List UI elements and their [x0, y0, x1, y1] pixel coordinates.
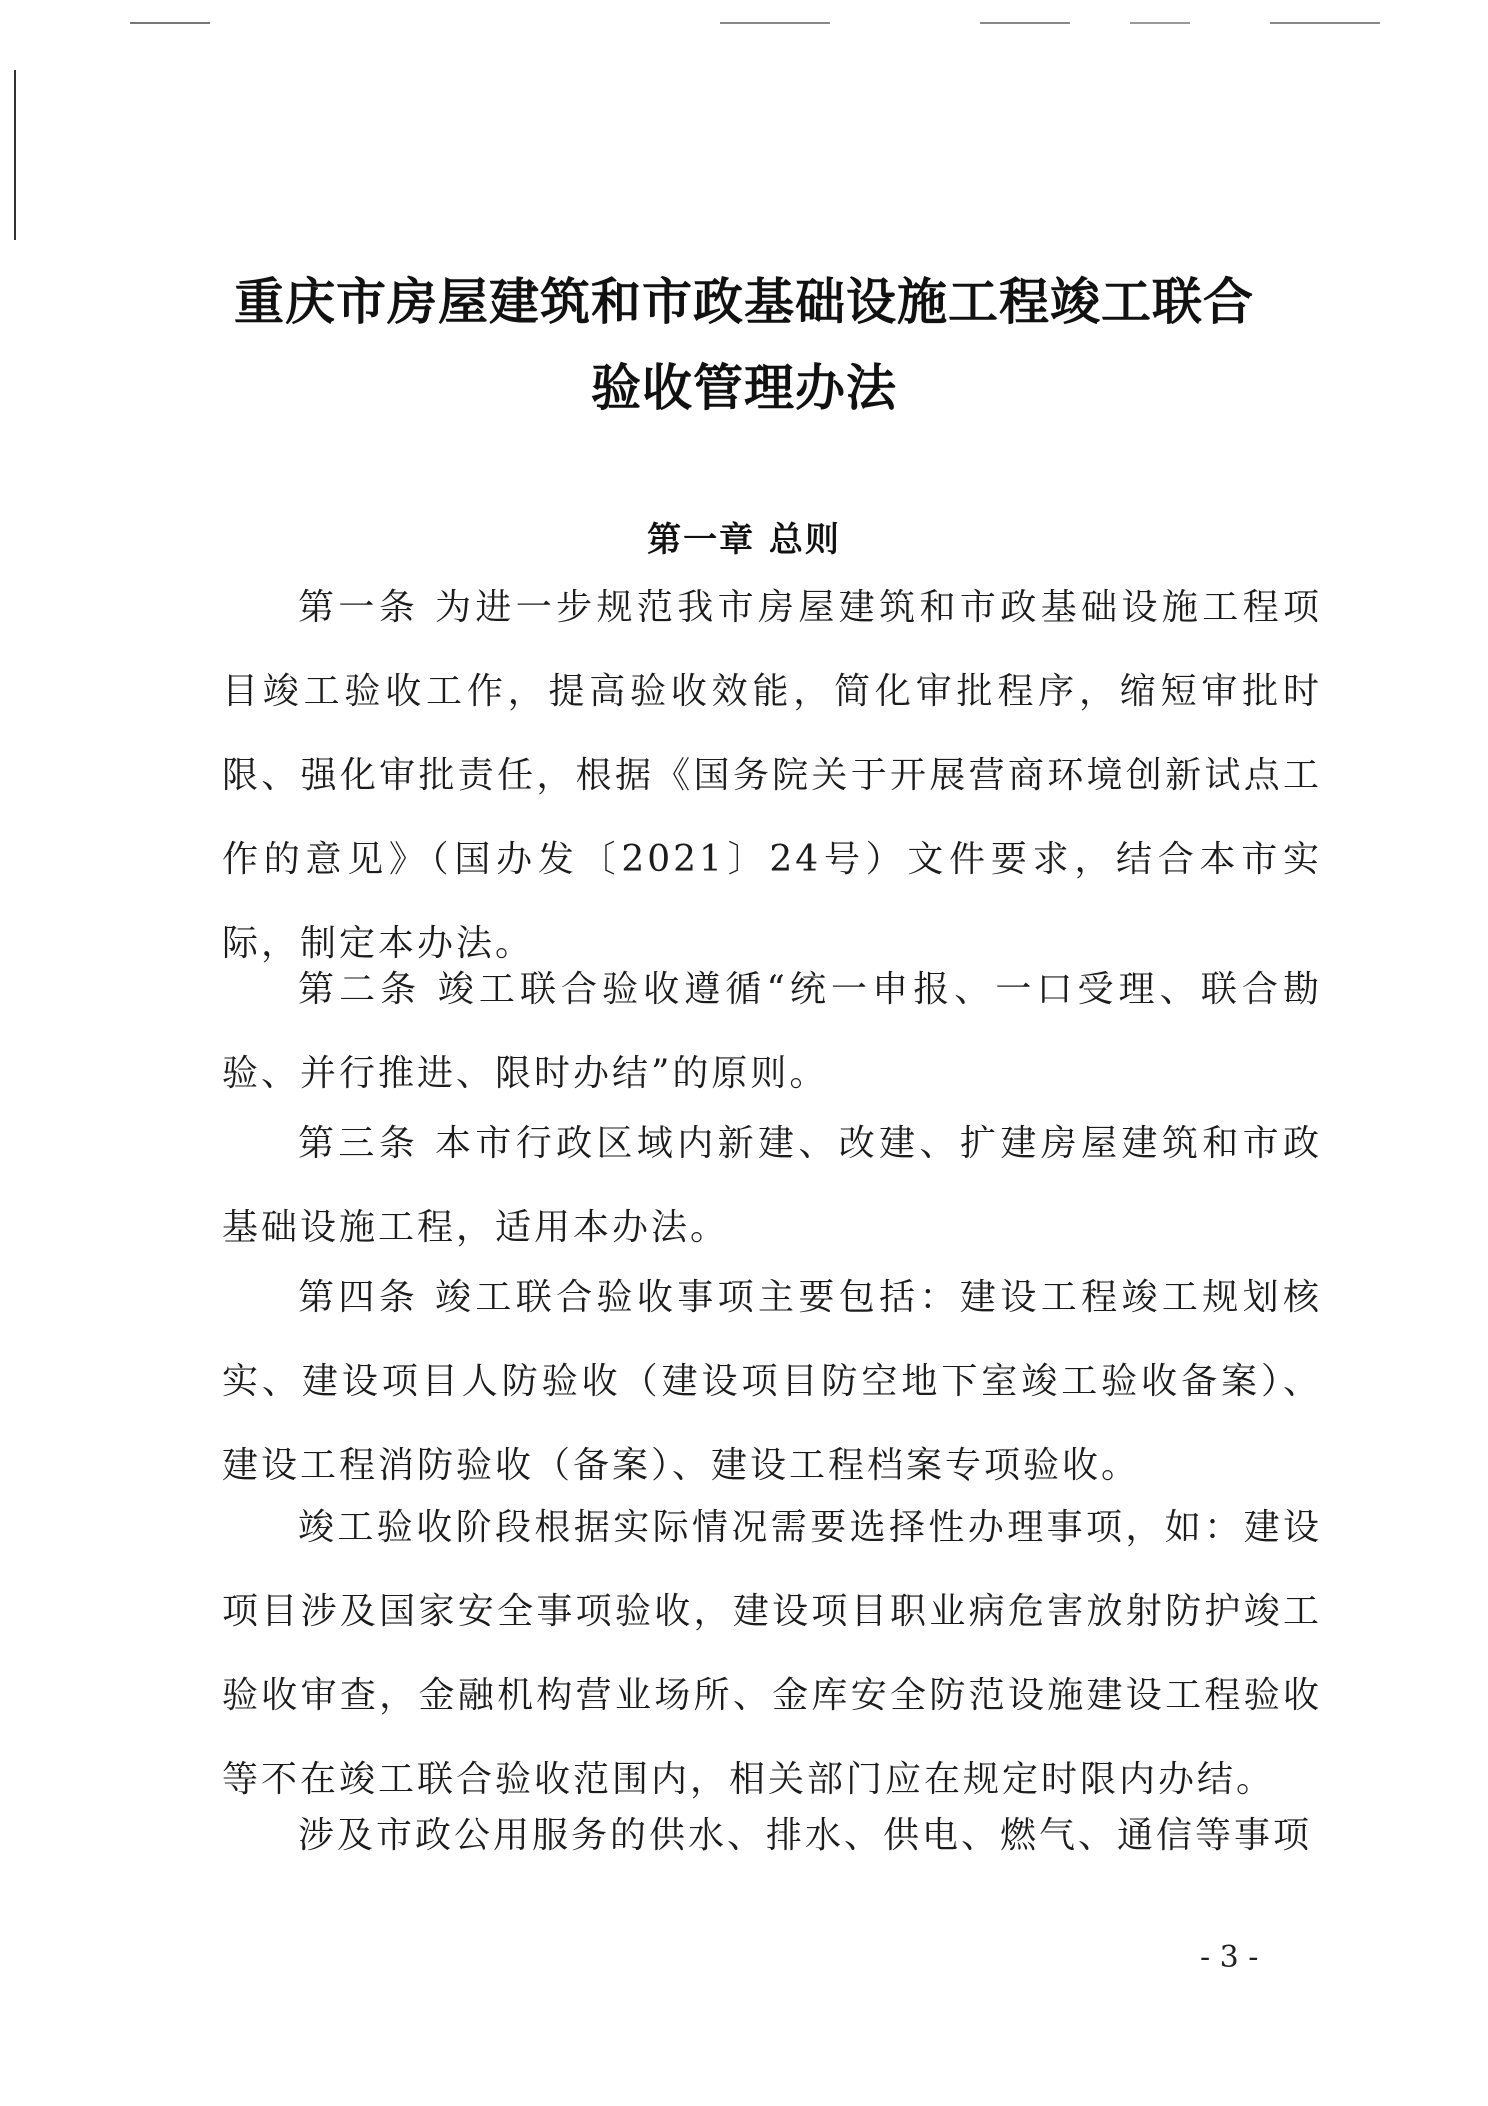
article-4: 第四条 竣工联合验收事项主要包括：建设工程竣工规划核实、建设项目人防验收（建设项目防空地下室竣工验收备案）、建设工程消防验收（备案）、建设工程档案专项验收。 — [222, 1277, 1322, 1486]
supplementary-paragraph: 竣工验收阶段根据实际情况需要选择性办理事项，如：建设项目涉及国家安全事项验收，建设项目职业病危害放射防护竣工验收审查，金融机构营业场所、金库安全防范设施建设工程验收等不在竣工联合验收范围内，相关部门应在规定时限内办结。 — [222, 1507, 1322, 1800]
scan-edge-line — [14, 70, 16, 240]
article-3: 第三条 本市行政区域内新建、改建、扩建房屋建筑和市政基础设施工程，适用本办法。 — [222, 1123, 1322, 1248]
chapter-heading: 第一章 总则 — [647, 520, 841, 560]
scan-top-dash — [1130, 22, 1190, 24]
scan-top-dash — [720, 22, 830, 24]
page-number: - 3 - — [1200, 1940, 1259, 1975]
scan-top-dash — [980, 22, 1070, 24]
scan-top-dash — [1270, 22, 1380, 24]
article-2: 第二条 竣工联合验收遵循“统一申报、一口受理、联合勘验、并行推进、限时办结”的原则。 — [222, 969, 1322, 1094]
document-title-line2: 验收管理办法 — [591, 358, 897, 417]
document-title-line1: 重庆市房屋建筑和市政基础设施工程竣工联合 — [234, 272, 1254, 331]
article-1: 第一条 为进一步规范我市房屋建筑和市政基础设施工程项目竣工验收工作，提高验收效能，简化审批程序，缩短审批时限、强化审批责任，根据《国务院关于开展营商环境创新试点工作的意见》（国办发〔2021〕24号）文件要求，结合本市实际，制定本办法。 — [222, 587, 1322, 964]
trailing-paragraph: 涉及市政公用服务的供水、排水、供电、燃气、通信等事项 — [298, 1815, 1313, 1856]
scan-top-dash — [130, 22, 210, 24]
